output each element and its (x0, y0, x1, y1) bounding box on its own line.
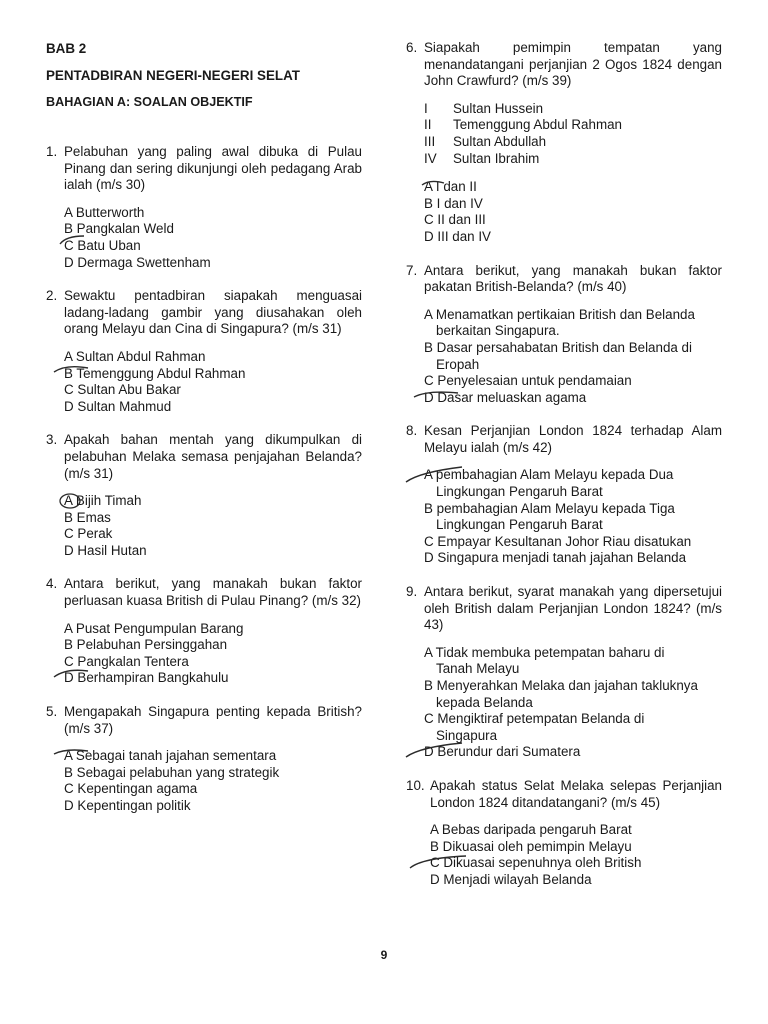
question-number: 9. (406, 584, 418, 600)
option-c: C Empayar Kesultanan Johor Riau disatukan (424, 533, 692, 549)
option-text: A Menamatkan pertikaian British dan Belanda (424, 306, 695, 322)
option-c: C Sultan Abu Bakar (64, 382, 181, 398)
option-text: C Dikuasai sepenuhnya oleh British (430, 855, 642, 871)
option-d (424, 390, 722, 407)
option-b: B Dikuasai oleh pemimpin Melayu (430, 838, 632, 854)
option-text-continued: Lingkungan Pengaruh Barat (436, 517, 603, 533)
option-d: D Kepentingan politik (64, 798, 191, 813)
option-b: B Emas (64, 509, 111, 525)
question-text: Apakah status Selat Melaka selepas Perjanjian London 1824 ditandatangani? (m/s 45) (430, 777, 722, 810)
option-b: B Pelabuhan Persinggahan (64, 637, 228, 653)
statement-item (424, 134, 722, 151)
question-text: Antara berikut, yang manakah bukan faktor pakatan British-Belanda? (m/s 40) (424, 262, 722, 295)
option-a: A Pusat Pengumpulan Barang (64, 620, 244, 636)
answer-options (406, 822, 722, 888)
option-b: B Sebagai pelabuhan yang strategik (64, 764, 280, 780)
option-c (64, 238, 362, 255)
option-a: A Bebas daripada pengaruh Barat (430, 822, 632, 838)
option-text-continued: Lingkungan Pengaruh Barat (436, 484, 603, 500)
option-text: D Berundur dari Sumatera (424, 744, 581, 760)
option-a (64, 748, 362, 765)
answer-options (46, 349, 362, 415)
statement-list (406, 101, 722, 167)
option-b (424, 340, 722, 373)
option-c: C Penyelesaian untuk pendamaian (424, 373, 632, 389)
question-10 (406, 778, 722, 889)
question-6 (406, 40, 722, 246)
right-column (406, 40, 722, 906)
question-text: Kesan Perjanjian London 1824 terhadap Alam Melayu ialah (m/s 42) (424, 423, 722, 455)
option-c: C Kepentingan agama (64, 781, 198, 797)
answer-options (406, 467, 722, 567)
option-a (424, 307, 722, 340)
answer-options (406, 179, 722, 245)
option-b: B I dan IV (424, 195, 483, 211)
option-c (430, 855, 722, 872)
option-c (424, 711, 722, 744)
option-c: C II dan III (424, 212, 486, 228)
statement-numeral: II (424, 117, 432, 133)
statement-item (424, 101, 722, 118)
question-5 (46, 704, 362, 815)
statement-numeral: I (424, 100, 428, 116)
question-2 (46, 288, 362, 415)
option-text: C Mengiktiraf petempatan Belanda di (424, 711, 645, 727)
option-a: A Sultan Abdul Rahman (64, 348, 206, 364)
statement-numeral: IV (424, 150, 437, 166)
question-4 (46, 576, 362, 687)
chapter-title: PENTADBIRAN NEGERI-NEGERI SELAT (46, 68, 300, 83)
option-text: A I dan II (424, 179, 477, 195)
option-b: B Pangkalan Weld (64, 221, 174, 237)
option-text-continued: Eropah (436, 356, 480, 372)
option-a: A Butterworth (64, 204, 145, 220)
option-text: A Bijih Timah (64, 493, 142, 509)
question-number: 2. (46, 288, 58, 304)
option-d: D Menjadi wilayah Belanda (430, 871, 592, 887)
option-d: D Sultan Mahmud (64, 398, 172, 414)
option-text: B Temenggung Abdul Rahman (64, 365, 246, 381)
option-text-continued: kepada Belanda (436, 694, 533, 710)
question-number: 8. (406, 423, 418, 439)
question-number: 3. (46, 432, 58, 448)
option-a (424, 645, 722, 678)
page-number: 9 (380, 948, 388, 962)
question-text: Sewaktu pentadbiran siapakah menguasai ladang-ladang gambir yang diusahakan oleh orang Melayu dan Cina di Singapura? (m/s 31) (64, 288, 362, 337)
option-a (64, 493, 362, 510)
question-number: 4. (46, 576, 58, 592)
statement-text: Sultan Hussein (453, 100, 544, 116)
statement-item (424, 117, 722, 134)
option-text-continued: Tanah Melayu (436, 661, 520, 677)
option-b (64, 366, 362, 383)
statement-item (424, 151, 722, 168)
option-text: A Sebagai tanah jajahan sementara (64, 748, 277, 764)
statement-text: Sultan Ibrahim (453, 150, 540, 166)
question-9 (406, 584, 722, 761)
option-a (424, 467, 722, 500)
chapter-label: BAB 2 (46, 41, 87, 56)
option-text: A Tidak membuka petempatan baharu di (424, 644, 665, 660)
question-text: Apakah bahan mentah yang dikumpulkan di pelabuhan Melaka semasa penjajahan Belanda? (m/s 31) (64, 432, 362, 481)
option-text: D Dasar meluaskan agama (424, 389, 587, 405)
left-column (46, 40, 362, 832)
option-d: D Dermaga Swettenham (64, 254, 211, 270)
question-7 (406, 263, 722, 407)
answer-options (46, 493, 362, 559)
option-a (424, 179, 722, 196)
section-title: BAHAGIAN A: SOALAN OBJEKTIF (46, 95, 253, 109)
option-text-continued: berkaitan Singapura. (436, 323, 560, 339)
option-text: A pembahagian Alam Melayu kepada Dua (424, 467, 674, 483)
option-d (64, 670, 362, 687)
option-text: B Menyerahkan Melaka dan jajahan takluknya (424, 678, 698, 693)
question-3 (46, 432, 362, 559)
question-number: 10. (406, 777, 425, 793)
answer-options (46, 748, 362, 814)
option-text-continued: Singapura (436, 727, 498, 743)
option-text: C Batu Uban (64, 237, 141, 253)
question-text: Antara berikut, syarat manakah yang dipersetujui oleh British dalam Perjanjian London 1824? (m/s 43) (424, 584, 722, 633)
answer-options (406, 645, 722, 761)
option-d: D Singapura menjadi tanah jajahan Belanda (424, 550, 687, 566)
question-text: Mengapakah Singapura penting kepada British? (m/s 37) (64, 704, 362, 736)
option-d: D III dan IV (424, 228, 491, 244)
question-text: Antara berikut, yang manakah bukan faktor perluasan kuasa British di Pulau Pinang? (m/s 32) (64, 576, 362, 609)
option-text: B pembahagian Alam Melayu kepada Tiga (424, 500, 675, 516)
option-c: C Perak (64, 526, 113, 542)
question-number: 7. (406, 262, 418, 278)
option-d: D Hasil Hutan (64, 542, 147, 558)
question-text: Pelabuhan yang paling awal dibuka di Pulau Pinang dan sering dikunjungi oleh pedagang Arab ialah (m/s 30) (64, 144, 362, 193)
answer-options (46, 621, 362, 687)
statement-text: Sultan Abdullah (453, 133, 547, 149)
option-text: B Dasar persahabatan British dan Belanda di (424, 339, 692, 355)
question-text: Siapakah pemimpin tempatan yang menandatangani perjanjian 2 Ogos 1824 dengan John Crawfurd? (m/s 39) (424, 40, 722, 89)
question-number: 5. (46, 704, 58, 720)
question-number: 6. (406, 40, 418, 55)
statement-numeral: III (424, 133, 436, 149)
answer-options (406, 307, 722, 407)
option-d (424, 744, 722, 761)
option-c: C Pangkalan Tentera (64, 653, 189, 669)
question-number: 1. (46, 144, 58, 159)
option-b (424, 678, 722, 711)
question-1 (46, 144, 362, 271)
option-b (424, 501, 722, 534)
option-text: D Berhampiran Bangkahulu (64, 670, 229, 686)
statement-text: Temenggung Abdul Rahman (453, 117, 622, 133)
question-8 (406, 423, 722, 567)
answer-options (46, 205, 362, 271)
